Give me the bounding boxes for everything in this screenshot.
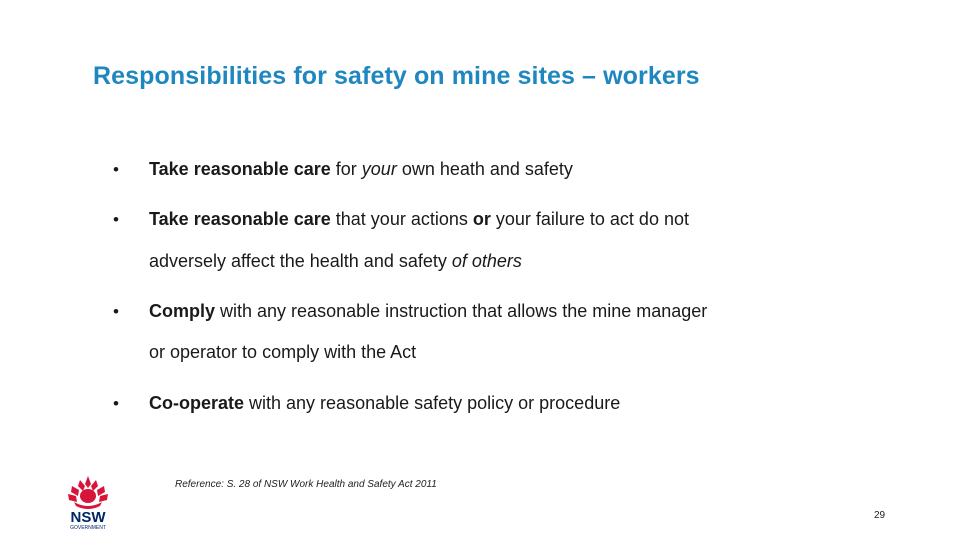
bullet-marker: • — [113, 302, 119, 321]
bullet-2-line-2: adversely affect the health and safety of others — [149, 251, 522, 271]
bullet-marker: • — [113, 160, 119, 179]
bullet-1-keyword: Take reasonable care — [149, 159, 331, 179]
bullet-1-line-1: Take reasonable care for your own heath and safety — [149, 159, 573, 179]
logo-subtext: GOVERNMENT — [70, 525, 106, 530]
bullet-4-line-1: Co-operate with any reasonable safety policy or procedure — [149, 393, 621, 413]
page-number: 29 — [874, 510, 886, 521]
bullet-2-keyword: Take reasonable care — [149, 209, 331, 229]
slide-title: Responsibilities for safety on mine sites – workers — [93, 62, 700, 90]
reference-note: Reference: S. 28 of NSW Work Health and Safety Act 2011 — [175, 479, 437, 490]
bullet-3-line-1: Comply with any reasonable instruction that allows the mine manager — [149, 301, 708, 321]
waratah-icon — [60, 472, 116, 530]
bullet-marker: • — [113, 210, 119, 229]
logo-wordmark: NSW — [70, 509, 106, 526]
bullet-3-keyword: Comply — [149, 301, 216, 321]
bullet-3-line-2: or operator to comply with the Act — [149, 342, 417, 362]
bullet-4-keyword: Co-operate — [149, 393, 245, 413]
bullet-2-line-1: Take reasonable care that your actions or your failure to act do not — [149, 209, 689, 229]
bullet-marker: • — [113, 394, 119, 413]
nsw-government-logo — [60, 472, 116, 530]
